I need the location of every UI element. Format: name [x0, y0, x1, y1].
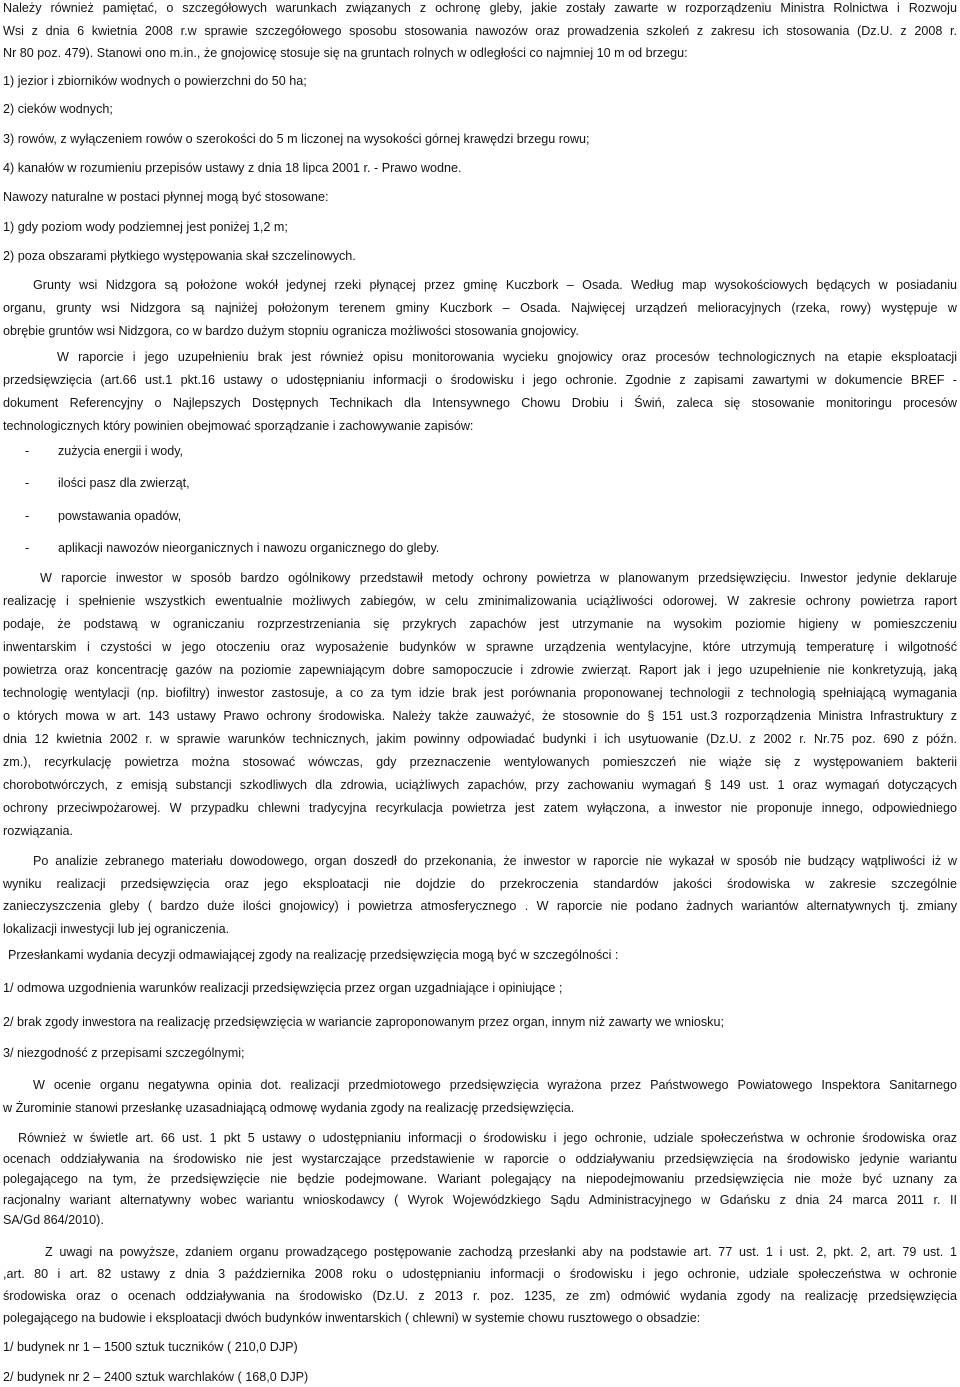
- text-line: 2/ brak zgody inwestora na realizację przedsięwzięcia w wariancie zaproponowanym przez organ, innym niż zawarty we wniosku;: [3, 1015, 724, 1029]
- text-line: organu, grunty wsi Nidzgora są najniżej położonym terenem gminy Kuczbork – Osada. Najwięcej urządzeń melioracyjnych (rzeka, rowy) występuje w: [3, 301, 957, 315]
- text-line: 1) jezior i zbiorników wodnych o powierzchni do 50 ha;: [3, 74, 307, 88]
- text-line: W raporcie inwestor w sposób bardzo ogólnikowy przedstawił metody ochrony powietrza w planowanym przedsięwzięciu. Inwestor jedynie deklaruje: [40, 571, 957, 585]
- list-marker: -: [25, 541, 30, 555]
- text-line: o których mowa w art. 143 ustawy Prawo ochrony środowiska. Należy także zauważyć, że stosownie do § 151 ust.3 rozporządzenia Ministra Infrastruktury z: [3, 709, 957, 723]
- text-line: Grunty wsi Nidzgora są położone wokół jedynej rzeki płynącej przez gminę Kuczbork – Osada. Według map wysokościowych będących w posiadaniu: [33, 278, 957, 292]
- text-line: 2) cieków wodnych;: [3, 102, 113, 116]
- text-line: Po analizie zebranego materiału dowodowego, organ doszedł do przekonania, że inwestor w raporcie nie wykazał w sposób nie budzący wątpliwości iż w: [33, 854, 957, 868]
- list-marker: -: [25, 509, 30, 523]
- text-line: aplikacji nawozów nieorganicznych i nawozu organicznego do gleby.: [58, 541, 440, 555]
- list-marker: -: [25, 476, 30, 490]
- text-line: dnia 12 kwietnia 2002 r. w sprawie warunków technicznych, jakim powinny odpowiadać budynki i ich usytuowanie (Dz.U. z 2002 r. Nr.75 poz. 690 z późn.: [3, 732, 957, 746]
- text-line: realizację i spełnienie wszystkich ewentualnie możliwych zabiegów, w celu zminimalizowania uciążliwości odorowej. W zakresie ochrony powietrza raport: [3, 594, 957, 608]
- text-line: Przesłankami wydania decyzji odmawiającej zgody na realizację przedsięwzięcia mogą być w szczególności :: [8, 948, 619, 962]
- text-line: polegającego na tym, że przedsięwzięcie nie będzie podejmowane. Wariant polegający na niepodejmowaniu przedsięwzięcia nie może być uznany za: [3, 1172, 957, 1186]
- text-line: w Żurominie stanowi przesłankę uzasadniającą odmowę wydania zgody na realizację przedsięwzięcia.: [3, 1101, 575, 1115]
- text-line: zanieczyszczenia gleby ( bardzo duże ilości gnojowicy) i powietrza atmosferycznego . W raporcie nie podano żadnych wariantów alternatywnych tj. zmiany: [3, 899, 957, 913]
- text-line: obrębie gruntów wsi Nidzgora, co w bardzo dużym stopniu ogranicza możliwości stosowania gnojowicy.: [3, 324, 579, 338]
- text-line: wyniku realizacji przedsięwzięcia oraz jego eksploatacji nie dojdzie do przekroczenia standardów jakości środowiska w zakresie szczególnie: [3, 876, 957, 891]
- text-line: Nawozy naturalne w postaci płynnej mogą być stosowane:: [3, 190, 329, 204]
- text-line: polegającego na budowie i eksploatacji dwóch budynków inwentarskich ( chlewni) w systemie chowu rusztowego o obsadzie:: [3, 1311, 701, 1325]
- text-line: Nr 80 poz. 479). Stanowi ono m.in., że gnojowicę stosuje się na gruntach rolnych w odległości co najmniej 10 m od brzegu:: [3, 46, 688, 60]
- text-line: 4) kanałów w rozumieniu przepisów ustawy z dnia 18 lipca 2001 r. - Prawo wodne.: [3, 161, 462, 175]
- text-line: 3/ niezgodność z przepisami szczególnymi;: [3, 1046, 245, 1060]
- text-line: 2) poza obszarami płytkiego występowania skał szczelinowych.: [3, 249, 356, 263]
- text-line: technologicznych który powinien obejmować sporządzanie i zachowywanie zapisów:: [3, 419, 474, 433]
- text-line: dokument Referencyjny o Najlepszych Dostępnych Technikach dla Intensywnego Chowu Drobiu i Świń, zaleca się stosowanie monitoringu procesów: [3, 396, 957, 410]
- text-line: 1/ odmowa uzgodnienia warunków realizacji przedsięwzięcia przez organ uzgadniające i opiniujące ;: [3, 981, 563, 995]
- text-line: zużycia energii i wody,: [58, 444, 184, 458]
- text-line: W ocenie organu negatywna opinia dot. realizacji przedmiotowego przedsięwzięcia wyrażona przez Państwowego Powiatowego Inspektora Sanitarnego: [33, 1078, 957, 1092]
- text-line: SA/Gd 864/2010).: [3, 1213, 104, 1227]
- text-line: Należy również pamiętać, o szczegółowych warunkach związanych z ochronę gleby, jakie zostały zawarte w rozporządzeniu Ministra Rolnictwa i Rozwoju: [3, 1, 957, 15]
- text-line: 1) gdy poziom wody podziemnej jest poniżej 1,2 m;: [3, 220, 288, 234]
- text-line: ocenach oddziaływania na środowisko nie jest wystarczające przedstawienie w raporcie o oddziaływaniu przedsięwzięcia na środowisko jedynie wariantu: [3, 1151, 957, 1166]
- text-line: Również w świetle art. 66 ust. 1 pkt 5 ustawy o udostępnianiu informacji o środowisku i jego ochronie, udziale społeczeństwa w ochronie środowiska oraz: [18, 1131, 957, 1145]
- text-line: chorobotwórczych, z emisją substancji szkodliwych dla zdrowia, uciążliwych zapachów, przy zachowaniu wymagań § 149 ust. 1 oraz wymagań dotyczących: [3, 778, 957, 792]
- text-line: zm.), recyrkulację powietrza można stosować wówczas, gdy przeznaczenie wentylowanych pomieszczeń nie wiąże się z występowaniem bakterii: [3, 755, 957, 769]
- text-line: przedsięwzięcia (art.66 ust.1 pkt.16 ustawy o udostępnianiu informacji o środowisku i jego ochronie. Zgodnie z zapisami zawartymi w dokumencie BREF -: [3, 373, 957, 387]
- text-line: ochrony przeciwpożarowej. W przypadku chlewni tradycyjna recyrkulacja powietrza jest zatem wyłączona, a inwestor nie proponuje innego, odpowiedniego: [3, 801, 957, 815]
- text-line: technologię wentylacji (np. biofiltry) inwestor zastosuje, a co za tym idzie brak jest porównania proponowanej technologii z technologią spełniającą wymagania: [3, 686, 957, 700]
- text-line: 1/ budynek nr 1 – 1500 sztuk tuczników ( 210,0 DJP): [3, 1340, 298, 1354]
- text-line: powstawania opadów,: [58, 509, 182, 523]
- text-line: racjonalny wariant alternatywny wobec wariantu wnioskodawcy ( Wyrok Wojewódzkiego Sądu Administracyjnego w Gdańsku z dnia 24 marca 2011 r. II: [3, 1192, 957, 1207]
- text-line: inwentarskim i czystości w jego otoczeniu oraz wyposażenie budynków w sprawne urządzenia wentylacyjne, które utrzymują temperaturę i wilgotność: [3, 640, 957, 654]
- text-line: podaje, że podstawą w ograniczaniu rozprzestrzeniania się przykrych zapachów jest utrzymanie na wysokim poziomie higieny w pomieszczeniu: [3, 617, 957, 631]
- text-line: środowiska oraz o ocenach oddziaływania na środowisko (Dz.U. z 2013 r. poz. 1235, ze zm) odmówić wydania zgody na realizację przedsięwzięcia: [3, 1289, 957, 1303]
- text-line: rozwiązania.: [3, 824, 73, 838]
- text-line: 2/ budynek nr 2 – 2400 sztuk warchlaków ( 168,0 DJP): [3, 1370, 309, 1384]
- text-line: lokalizacji inwestycji lub jej ograniczenia.: [3, 921, 230, 936]
- text-line: Z uwagi na powyższe, zdaniem organu prowadzącego postępowanie zachodzą przesłanki aby na podstawie art. 77 ust. 1 i ust. 2, pkt. 2, art. 79 ust. 1: [45, 1245, 957, 1259]
- list-marker: -: [25, 444, 30, 458]
- text-line: ,art. 80 i art. 82 ustawy z dnia 3 października 2008 roku o udostępnianiu informacji o środowisku i jego ochronie, udziale społeczeństwa w ochronie: [3, 1267, 957, 1281]
- text-line: Wsi z dnia 6 kwietnia 2008 r.w sprawie szczegółowego sposobu stosowania nawozów oraz prowadzenia szkoleń z zakresu ich stosowania (Dz.U. z 2008 r.: [3, 23, 957, 38]
- text-line: 3) rowów, z wyłączeniem rowów o szerokości do 5 m liczonej na wysokości górnej krawędzi brzegu rowu;: [3, 132, 590, 146]
- text-line: W raporcie i jego uzupełnieniu brak jest również opisu monitorowania wycieku gnojowicy oraz procesów technologicznych na etapie eksploatacji: [57, 350, 957, 364]
- text-line: ilości pasz dla zwierząt,: [58, 476, 190, 490]
- text-line: powietrza oraz koncentrację gazów na poziomie zapewniającym dobre samopoczucie i zdrowie zwierząt. Raport jak i jego uzupełnienie nie konkretyzują, jaką: [3, 663, 957, 677]
